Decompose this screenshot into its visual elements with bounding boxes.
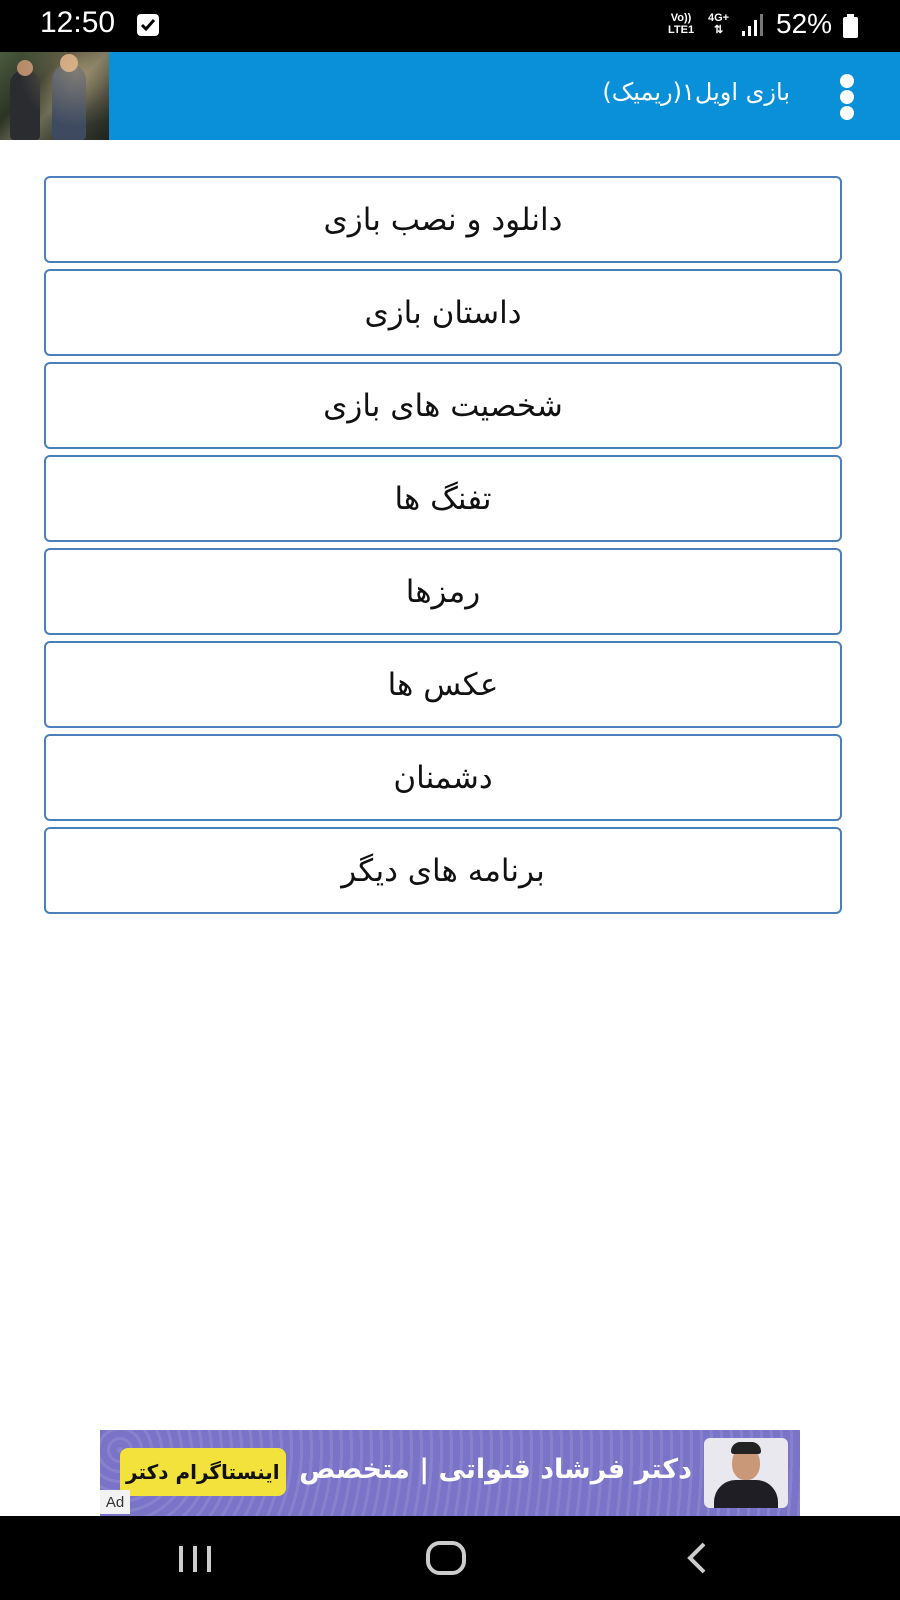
signal-icon <box>740 14 766 42</box>
back-icon[interactable] <box>670 1534 730 1582</box>
ad-cta-button[interactable]: اینستاگرام دکتر <box>120 1448 286 1496</box>
menu-button-download-install[interactable]: دانلود و نصب بازی <box>44 176 842 263</box>
recents-icon[interactable] <box>165 1534 225 1582</box>
navigation-bar <box>0 1516 900 1600</box>
status-bar <box>0 0 900 52</box>
checkbox-notification-icon <box>137 14 159 36</box>
menu-button-cheats[interactable]: رمزها <box>44 548 842 635</box>
status-time: 12:50 <box>40 6 116 39</box>
battery-icon <box>843 14 858 38</box>
main-menu-list <box>44 176 842 920</box>
home-icon[interactable] <box>417 1534 477 1582</box>
overflow-menu-icon[interactable] <box>832 72 862 122</box>
data-type-indicator: 4G+ ⇅ <box>708 12 730 36</box>
menu-button-other-apps[interactable]: برنامه های دیگر <box>44 827 842 914</box>
ad-avatar-image <box>704 1438 788 1508</box>
menu-button-weapons[interactable]: تفنگ ها <box>44 455 842 542</box>
menu-button-story[interactable]: داستان بازی <box>44 269 842 356</box>
menu-button-photos[interactable]: عکس ها <box>44 641 842 728</box>
menu-button-enemies[interactable]: دشمنان <box>44 734 842 821</box>
menu-button-characters[interactable]: شخصیت های بازی <box>44 362 842 449</box>
data-arrows-icon: ⇅ <box>713 24 724 36</box>
ad-label: Ad <box>100 1490 130 1514</box>
app-title: بازی اویل۱(ریمیک) <box>602 78 790 106</box>
volte-indicator: Vo)) LTE1 <box>668 12 695 36</box>
ad-headline: دکتر فرشاد قنواتی | متخصص <box>299 1454 692 1485</box>
game-thumbnail-image <box>0 52 109 140</box>
battery-percent: 52% <box>776 8 833 39</box>
app-bar <box>0 52 900 140</box>
ad-banner[interactable] <box>100 1430 800 1516</box>
